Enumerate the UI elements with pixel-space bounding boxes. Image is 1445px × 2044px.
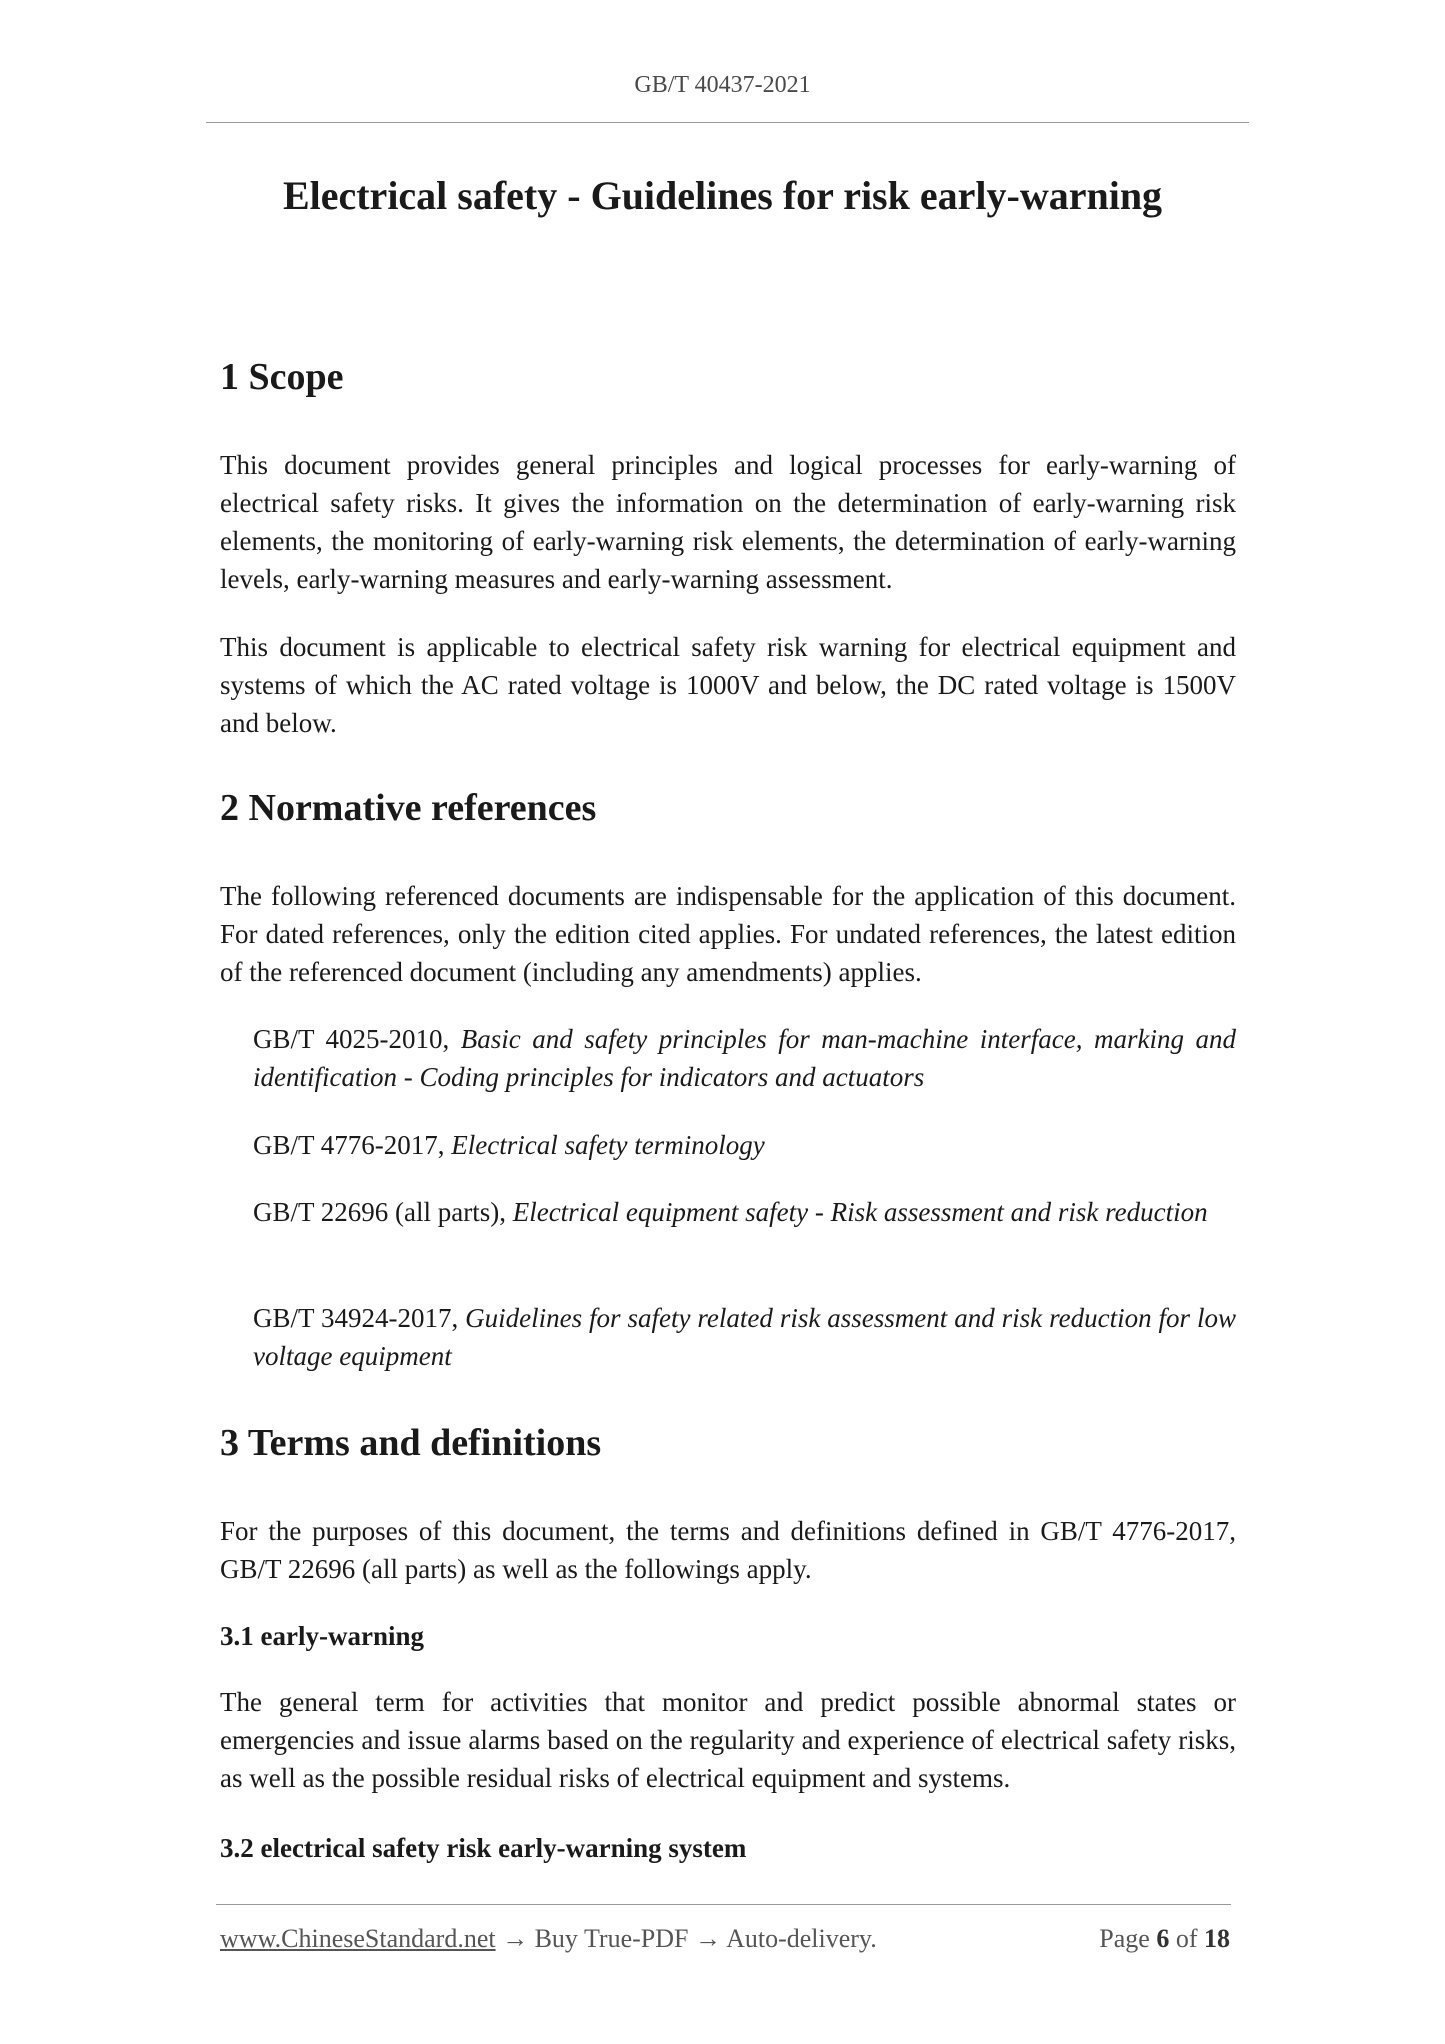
header-divider [206, 122, 1249, 123]
term-heading-early-warning: 3.1 early-warning [220, 1621, 424, 1651]
reference-item [253, 1020, 1236, 1096]
footer-divider [216, 1904, 1231, 1905]
section-heading-normative-references: 2 Normative references [220, 787, 597, 829]
reference-title: Basic and safety principles for man-machine interface, marking and identification - Coding principles for indicators and actuators [253, 1024, 1236, 1092]
page-number [1099, 1924, 1230, 1954]
page-current: 6 [1156, 1924, 1170, 1953]
page-of-label: of [1175, 1924, 1198, 1953]
scope-paragraph-2: This document is applicable to electrical safety risk warning for electrical equipment and systems of which the AC rated voltage is 1000V and below, the DC rated voltage is 1500V and below. [220, 632, 1236, 738]
term-heading-risk-early-warning-system: 3.2 electrical safety risk early-warning system [220, 1833, 747, 1863]
document-title: Electrical safety - Guidelines for risk early-warning [282, 173, 1163, 218]
website-link[interactable]: www.ChineseStandard.net [220, 1924, 496, 1953]
auto-delivery-text: Auto-delivery. [726, 1924, 877, 1953]
reference-code: GB/T 34924-2017, [253, 1303, 466, 1333]
page-total: 18 [1204, 1924, 1230, 1953]
reference-code: GB/T 4025-2010, [253, 1024, 461, 1054]
scope-paragraph-1: This document provides general principles and logical processes for early-warning of electrical safety risks. It gives the information on the determination of early-warning risk elements, the monitoring of early-warning risk elements, the determination of early-warning levels, early-warning measures and early-warning assessment. [220, 450, 1236, 594]
term-definition-early-warning: The general term for activities that monitor and predict possible abnormal states or emergencies and issue alarms based on the regularity and experience of electrical safety risks, as well as the possible residual risks of electrical equipment and systems. [220, 1687, 1236, 1793]
reference-title: Guidelines for safety related risk assessment and risk reduction for low voltage equipment [253, 1303, 1236, 1371]
reference-title: Electrical safety terminology [451, 1130, 765, 1160]
page-footer [220, 1924, 1230, 1960]
section-heading-terms-and-definitions: 3 Terms and definitions [220, 1422, 602, 1464]
reference-code: GB/T 4776-2017, [253, 1130, 452, 1160]
reference-item [253, 1126, 1236, 1164]
reference-title: Electrical equipment safety - Risk assessment and risk reduction [512, 1197, 1208, 1227]
reference-item [253, 1193, 1236, 1231]
page-label: Page [1099, 1924, 1150, 1953]
header-standard-code: GB/T 40437-2021 [634, 72, 811, 98]
arrow-right-icon: → [502, 1924, 529, 1953]
normative-references-paragraph: The following referenced documents are indispensable for the application of this document. For dated references, only the edition cited applies. For undated references, the latest edition of the referenced document (including any amendments) applies. [220, 881, 1236, 987]
reference-code: GB/T 22696 (all parts), [253, 1197, 513, 1227]
buy-true-pdf-text: Buy True-PDF [534, 1924, 689, 1953]
reference-item [253, 1299, 1236, 1375]
terms-intro-paragraph: For the purposes of this document, the terms and definitions defined in GB/T 4776-2017, GB/T 22696 (all parts) as well as the followings apply. [220, 1516, 1236, 1584]
arrow-right-icon: → [695, 1924, 721, 1953]
section-heading-scope: 1 Scope [220, 356, 344, 398]
footer-promo [220, 1924, 877, 1954]
